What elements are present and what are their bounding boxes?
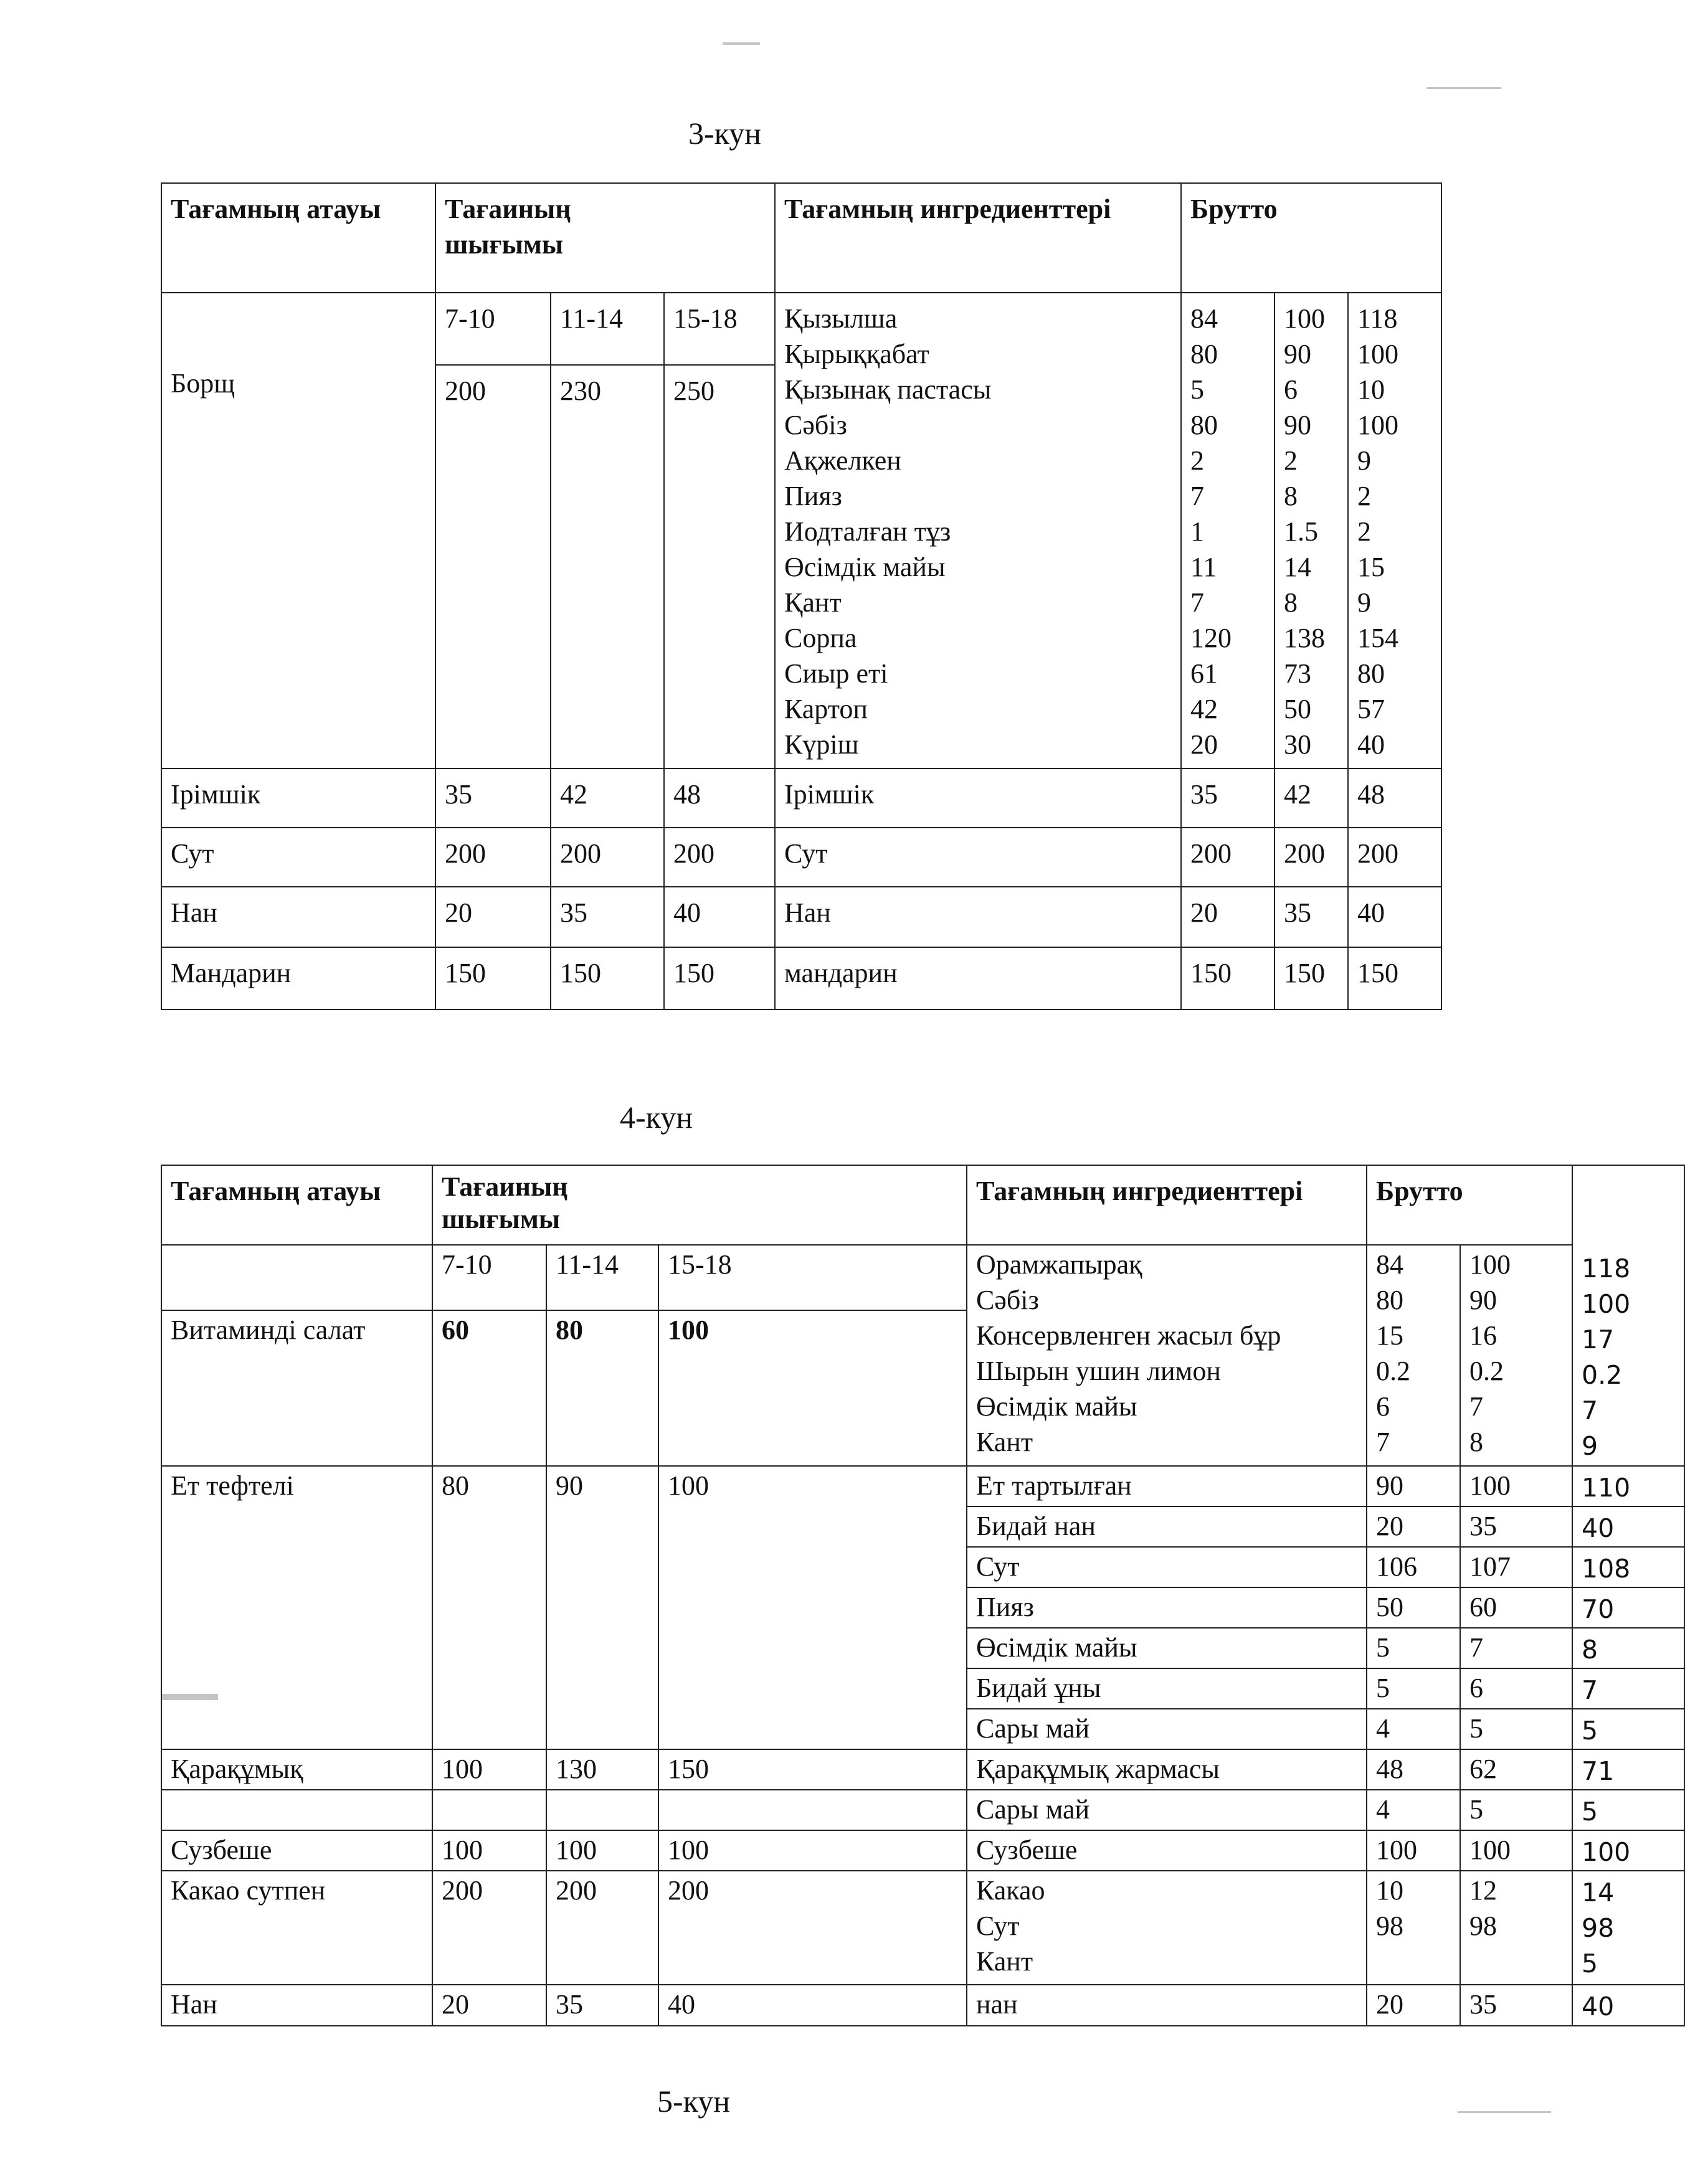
brutto-value: 35 — [1460, 1985, 1572, 2026]
yield-value: 150 — [664, 947, 775, 1009]
day4-title: 4-кун — [620, 1100, 693, 1135]
dish-name: Какао сутпен — [161, 1871, 432, 1985]
age-group: 7-10 — [435, 293, 551, 365]
brutto-value: 106 — [1367, 1547, 1460, 1587]
yield-value: 35 — [551, 887, 664, 947]
yield-value: 200 — [435, 828, 551, 887]
header-yield: Тағаиның шығымы — [435, 183, 775, 293]
yield-value: 35 — [435, 768, 551, 828]
brutto-value: 20 — [1367, 1985, 1460, 2026]
brutto-value: 200 — [1274, 828, 1348, 887]
brutto-value: 150 — [1274, 947, 1348, 1009]
ingredient: нан — [967, 1985, 1367, 2026]
header-ingredients: Тағамның ингредиенттері — [967, 1165, 1367, 1245]
yield-value: 230 — [551, 365, 664, 768]
dish-name: Нан — [161, 1985, 432, 2026]
age-group: 7-10 — [432, 1245, 546, 1310]
yield-value: 40 — [664, 887, 775, 947]
brutto-value: 48 — [1367, 1749, 1460, 1790]
scan-mark — [1458, 2111, 1551, 2113]
brutto-values: 84 80 15 0.2 6 7 — [1367, 1245, 1460, 1466]
brutto-value: 5 — [1460, 1790, 1572, 1830]
yield-value: 40 — [658, 1985, 967, 2026]
header-dish-name: Тағамның атауы — [161, 183, 435, 293]
ingredient: мандарин — [775, 947, 1181, 1009]
header-ingredients: Тағамның ингредиенттері — [775, 183, 1181, 293]
brutto-value: 60 — [1460, 1587, 1572, 1628]
brutto-values: 14 98 5 — [1572, 1871, 1684, 1985]
age-group: 15-18 — [664, 293, 775, 365]
ingredient: Бидай нан — [967, 1506, 1367, 1547]
yield-value: 100 — [658, 1310, 967, 1466]
age-group: 11-14 — [546, 1245, 658, 1310]
brutto-value: 35 — [1274, 887, 1348, 947]
brutto-value: 100 — [1367, 1830, 1460, 1871]
brutto-value: 110 — [1572, 1466, 1684, 1506]
age-group: 11-14 — [551, 293, 664, 365]
ingredient: Сузбеше — [967, 1830, 1367, 1871]
dish-name: Сузбеше — [161, 1830, 432, 1871]
day3-title: 3-кун — [688, 116, 761, 151]
brutto-values: 12 98 — [1460, 1871, 1572, 1985]
yield-value: 150 — [551, 947, 664, 1009]
dish-name: Ірімшік — [161, 768, 435, 828]
brutto-value: 5 — [1460, 1709, 1572, 1749]
brutto-values: 100 90 16 0.2 7 8 — [1460, 1245, 1572, 1466]
brutto-values: 118 100 10 100 9 2 2 15 9 154 80 57 40 — [1348, 293, 1441, 768]
brutto-value: 200 — [1181, 828, 1274, 887]
dish-name: Борщ — [161, 293, 435, 768]
ingredient: Сут — [775, 828, 1181, 887]
ingredient: Сут — [967, 1547, 1367, 1587]
dish-name: Витаминді салат — [161, 1310, 432, 1466]
brutto-values: 100 90 6 90 2 8 1.5 14 8 138 73 50 30 — [1274, 293, 1348, 768]
yield-value: 100 — [546, 1830, 658, 1871]
dish-name: Мандарин — [161, 947, 435, 1009]
ingredient-list: Орамжапырақ Сәбіз Консервленген жасыл бұр Шырын ушин лимон Өсімдік майы Кант — [967, 1245, 1367, 1466]
brutto-value: 7 — [1460, 1628, 1572, 1668]
brutto-value: 4 — [1367, 1790, 1460, 1830]
yield-value: 20 — [435, 887, 551, 947]
yield-value: 80 — [546, 1310, 658, 1466]
brutto-value: 20 — [1181, 887, 1274, 947]
brutto-value: 4 — [1367, 1709, 1460, 1749]
yield-value: 100 — [432, 1830, 546, 1871]
scan-mark — [723, 42, 760, 45]
scan-mark — [1426, 87, 1501, 89]
yield-value: 250 — [664, 365, 775, 768]
yield-value: 100 — [658, 1830, 967, 1871]
brutto-value: 40 — [1572, 1506, 1684, 1547]
yield-value: 20 — [432, 1985, 546, 2026]
yield-value: 35 — [546, 1985, 658, 2026]
brutto-value: 200 — [1348, 828, 1441, 887]
brutto-value: 70 — [1572, 1587, 1684, 1628]
yield-value: 200 — [664, 828, 775, 887]
brutto-value: 100 — [1460, 1830, 1572, 1871]
brutto-value: 71 — [1572, 1749, 1684, 1790]
brutto-value: 20 — [1367, 1506, 1460, 1547]
brutto-value: 100 — [1460, 1466, 1572, 1506]
yield-value: 200 — [658, 1871, 967, 1985]
blank-cell — [161, 1245, 432, 1310]
ingredient: Пияз — [967, 1587, 1367, 1628]
yield-value: 100 — [658, 1466, 967, 1749]
day5-title: 5-кун — [657, 2084, 730, 2119]
brutto-values: 118 100 17 0.2 7 9 — [1572, 1245, 1684, 1466]
ingredient: Сары май — [967, 1790, 1367, 1830]
brutto-value: 35 — [1460, 1506, 1572, 1547]
brutto-value: 5 — [1367, 1628, 1460, 1668]
brutto-value: 50 — [1367, 1587, 1460, 1628]
brutto-value: 108 — [1572, 1547, 1684, 1587]
yield-value: 48 — [664, 768, 775, 828]
blank-cell — [658, 1790, 967, 1830]
blank-cell — [546, 1790, 658, 1830]
ingredient: Сары май — [967, 1709, 1367, 1749]
brutto-value: 7 — [1572, 1668, 1684, 1709]
day4-menu-table — [161, 1165, 1685, 2026]
brutto-value: 42 — [1274, 768, 1348, 828]
yield-value: 100 — [432, 1749, 546, 1790]
brutto-value: 107 — [1460, 1547, 1572, 1587]
brutto-value: 5 — [1572, 1709, 1684, 1749]
brutto-value: 40 — [1348, 887, 1441, 947]
brutto-value: 35 — [1181, 768, 1274, 828]
yield-value: 80 — [432, 1466, 546, 1749]
yield-value: 150 — [658, 1749, 967, 1790]
blank-cell — [161, 1790, 432, 1830]
yield-value: 200 — [546, 1871, 658, 1985]
brutto-value: 150 — [1348, 947, 1441, 1009]
dish-name: Қарақұмық — [161, 1749, 432, 1790]
ingredient: Өсімдік майы — [967, 1628, 1367, 1668]
brutto-value: 5 — [1367, 1668, 1460, 1709]
header-blank — [1572, 1165, 1684, 1245]
yield-value: 60 — [432, 1310, 546, 1466]
day3-menu-table — [161, 182, 1442, 1010]
yield-value: 42 — [551, 768, 664, 828]
ingredient: Ірімшік — [775, 768, 1181, 828]
yield-value: 200 — [432, 1871, 546, 1985]
ingredient: Ет тартылған — [967, 1466, 1367, 1506]
brutto-value: 6 — [1460, 1668, 1572, 1709]
yield-value: 200 — [435, 365, 551, 768]
brutto-value: 150 — [1181, 947, 1274, 1009]
header-brutto: Брутто — [1367, 1165, 1572, 1245]
brutto-value: 62 — [1460, 1749, 1572, 1790]
blank-cell — [432, 1790, 546, 1830]
brutto-value: 90 — [1367, 1466, 1460, 1506]
brutto-value: 5 — [1572, 1790, 1684, 1830]
yield-value: 200 — [551, 828, 664, 887]
yield-value: 90 — [546, 1466, 658, 1749]
dish-name: Ет тефтелі — [161, 1466, 432, 1749]
ingredient-list: Қызылша Қырыққабат Қызынақ пастасы Сәбіз Ақжелкен Пияз Иодталған тұз Өсімдік майы Қант Сорпа Сиыр еті Картоп Күріш — [775, 293, 1181, 768]
brutto-value: 40 — [1572, 1985, 1684, 2026]
ingredient-list: Какао Сут Кант — [967, 1871, 1367, 1985]
dish-name: Сут — [161, 828, 435, 887]
brutto-value: 48 — [1348, 768, 1441, 828]
header-yield: Тағаиның шығымы — [432, 1165, 967, 1245]
dish-name: Нан — [161, 887, 435, 947]
brutto-value: 100 — [1572, 1830, 1684, 1871]
yield-value: 150 — [435, 947, 551, 1009]
brutto-values: 10 98 — [1367, 1871, 1460, 1985]
ingredient: Қарақұмық жармасы — [967, 1749, 1367, 1790]
header-brutto: Брутто — [1181, 183, 1441, 293]
age-group: 15-18 — [658, 1245, 967, 1310]
ingredient: Нан — [775, 887, 1181, 947]
ingredient: Бидай ұны — [967, 1668, 1367, 1709]
header-dish-name: Тағамның атауы — [161, 1165, 432, 1245]
brutto-value: 8 — [1572, 1628, 1684, 1668]
yield-value: 130 — [546, 1749, 658, 1790]
brutto-values: 84 80 5 80 2 7 1 11 7 120 61 42 20 — [1181, 293, 1274, 768]
